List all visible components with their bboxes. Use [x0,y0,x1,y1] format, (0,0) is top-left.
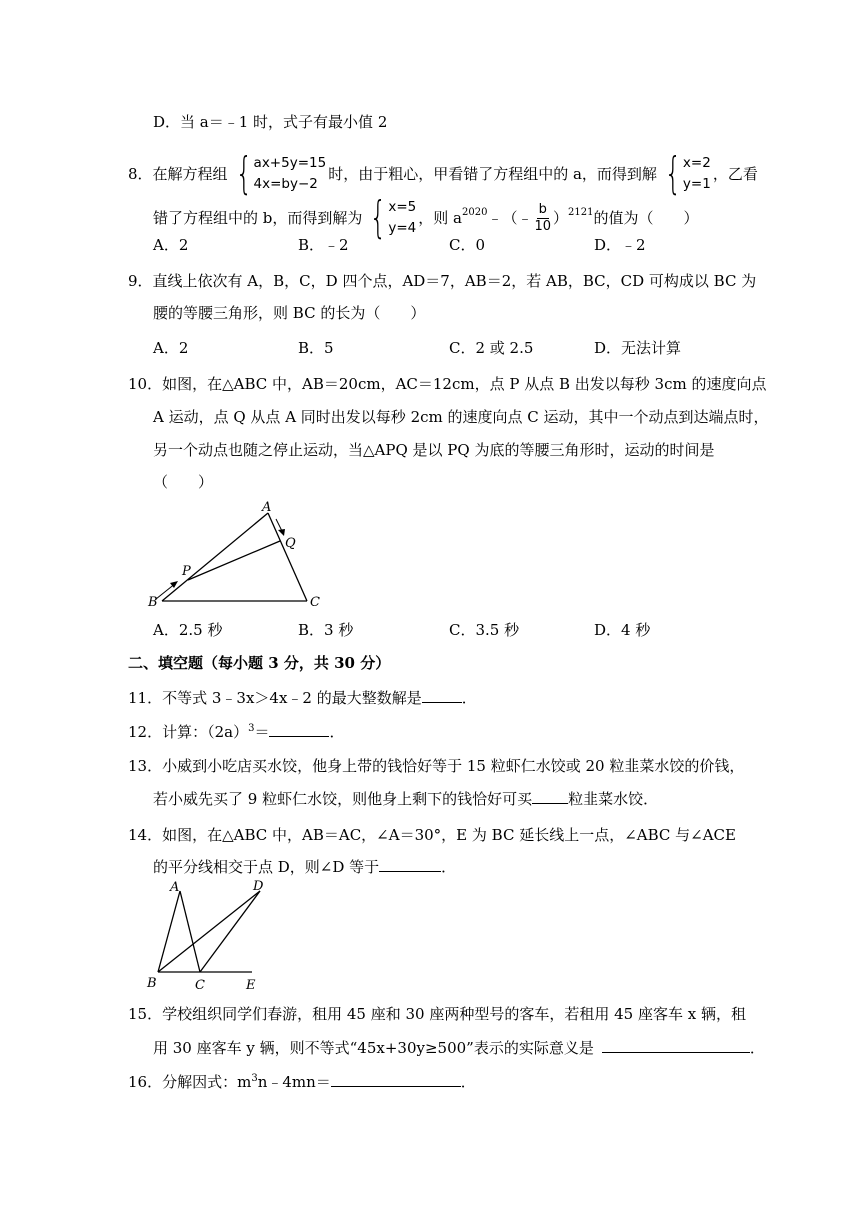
q14-side-ac [180,891,200,972]
q8-sys3-eq1: x=5 [388,199,417,215]
q14-line2-pre: 的平分线相交于点 D，则∠D 等于 [153,858,380,876]
q8-fraction [534,202,551,235]
q12-text: 12．计算：（2a） [128,723,249,741]
q7-option-d: D．当 a＝﹣1 时，式子有最小值 2 [153,113,388,131]
q10-side-ab [162,513,268,601]
q12-eq: ＝ [254,723,270,741]
q16-exp: 3 [251,1073,258,1084]
q14-line1: 14．如图，在△ABC 中，AB＝AC，∠A＝30°，E 为 BC 延长线上一点，∠ABC 与∠ACE [128,826,736,844]
q12-answer-blank[interactable] [269,722,329,737]
q8-option-d: D．﹣2 [594,236,646,254]
q8-line1 [128,148,758,199]
q8-mid1: 时，由于粗心，甲看错了方程组中的 a，而得到解 [328,165,657,183]
q10-line2: A 运动，点 Q 从点 A 同时出发以每秒 2cm 的速度向点 C 运动，其中一个动点到达端点时， [153,408,769,426]
q9-line1: 9．直线上依次有 A，B，C，D 四个点，AD＝7，AB＝2，若 AB，BC，CD 可构成以 BC 为 [128,272,757,290]
q8-sys2-eq1: x=2 [682,155,711,171]
q12-line [128,722,344,742]
q9-line2: 腰的等腰三角形，则 BC 的长为（ ） [153,304,426,322]
q8-option-b: B．﹣2 [298,236,349,254]
q8-line2-suffix: 的值为（ ） [593,209,699,227]
q8-line2-mid: ，则 a [418,209,462,227]
q11-answer-blank[interactable] [422,688,462,703]
q14-label-b: B [147,976,157,991]
q8-sys3-eq2: y=4 [388,220,417,236]
q13-line2-post: 粒韭菜水饺． [568,790,659,808]
q11-text: 11．不等式 3﹣3x＞4x﹣2 的最大整数解是 [128,689,422,707]
q8-system1: { ax+5y=15 4x=by−2 [235,148,327,199]
q10-triangle-figure [140,495,340,615]
q8-option-a: A．2 [153,236,189,254]
q16-line [128,1072,476,1092]
q13-line2-pre: 若小威先买了 9 粒虾仁水饺，则他身上剩下的钱恰好可买 [153,790,533,808]
q15-answer-blank[interactable] [602,1038,750,1053]
q8-system3: { x=5 y=4 [369,192,417,243]
q9-option-b: B．5 [298,339,334,357]
q10-label-q: Q [285,536,296,551]
section2-heading: 二、填空题（每小题 3 分，共 30 分） [128,654,391,672]
q10-side-ac [268,513,307,601]
q8-line2 [153,192,699,243]
q10-segment-pq [188,541,280,580]
q8-exp1: 2020 [461,207,488,218]
q10-option-d: D．4 秒 [594,621,651,639]
q14-label-a: A [170,880,180,895]
q8-line2-prefix: 错了方程组中的 b，而得到解为 [153,209,363,227]
q10-option-c: C．3.5 秒 [449,621,520,639]
q15-line2-pre: 用 30 座客车 y 辆，则不等式“45x+30y≥500”表示的实际意义是 [153,1039,594,1057]
q10-option-b: B．3 秒 [298,621,354,639]
q14-label-e: E [246,978,256,993]
q9-option-a: A．2 [153,339,189,357]
q13-answer-blank[interactable] [532,789,568,804]
q16-text: 16．分解因式：m [128,1073,252,1091]
q8-line2-mid2: ﹣（﹣ [487,209,533,227]
q10-label-c: C [310,595,320,610]
q14-line2-post: ． [441,858,457,876]
q10-line3: 另一个动点也随之停止运动，当△APQ 是以 PQ 为底的等腰三角形时，运动的时间是 [153,441,715,459]
q8-system2: { x=2 y=1 [664,148,711,199]
q14-answer-blank[interactable] [379,857,441,872]
q8-frac-num: b [538,201,547,217]
q10-line4: （ ） [153,473,214,491]
q13-line1: 13．小威到小吃店买水饺，他身上带的钱恰好等于 15 粒虾仁水饺或 20 粒韭菜水饺的价钱， [128,757,745,775]
q14-label-d: D [253,879,264,894]
q10-line1: 10．如图，在△ABC 中，AB＝20cm，AC＝12cm，点 P 从点 B 出发以每秒 3cm 的速度向点 [128,375,767,393]
q12-end: ． [329,723,345,741]
q14-side-ab [158,891,180,972]
q8-sys2-eq2: y=1 [682,176,711,192]
q8-prefix: 8．在解方程组 [128,165,228,183]
q8-sys1-eq2: 4x=by−2 [253,176,318,192]
q8-frac-den: 10 [534,218,551,234]
q15-line2 [153,1038,765,1058]
q16-mid: n﹣4mn＝ [257,1073,331,1091]
q16-answer-blank[interactable] [331,1072,461,1087]
q9-option-d: D．无法计算 [594,339,682,357]
q9-option-c: C．2 或 2.5 [449,339,534,357]
q11-end: ． [461,689,477,707]
q13-line2 [153,789,658,809]
q11-line [128,688,477,708]
q8-exp2: 2121 [568,207,594,218]
q10-label-a: A [262,500,272,515]
q10-arrowhead-q [278,529,285,536]
q14-triangle-figure [140,875,280,993]
q16-end: ． [460,1073,476,1091]
q8-option-c: C．0 [449,236,486,254]
q10-label-b: B [148,595,158,610]
q8-line2-mid3: ） [553,209,569,227]
q14-line2 [153,857,456,877]
q8-sys1-eq1: ax+5y=15 [253,155,327,171]
q14-label-c: C [195,978,205,993]
q10-label-p: P [182,564,191,579]
q12-exp: 3 [248,723,255,734]
q15-line2-post: ． [749,1039,765,1057]
q15-line1: 15．学校组织同学们春游，租用 45 座和 30 座两种型号的客车，若租用 45 座客车 x 辆，租 [128,1005,746,1023]
q10-option-a: A．2.5 秒 [153,621,223,639]
q8-mid2: ，乙看 [712,165,758,183]
